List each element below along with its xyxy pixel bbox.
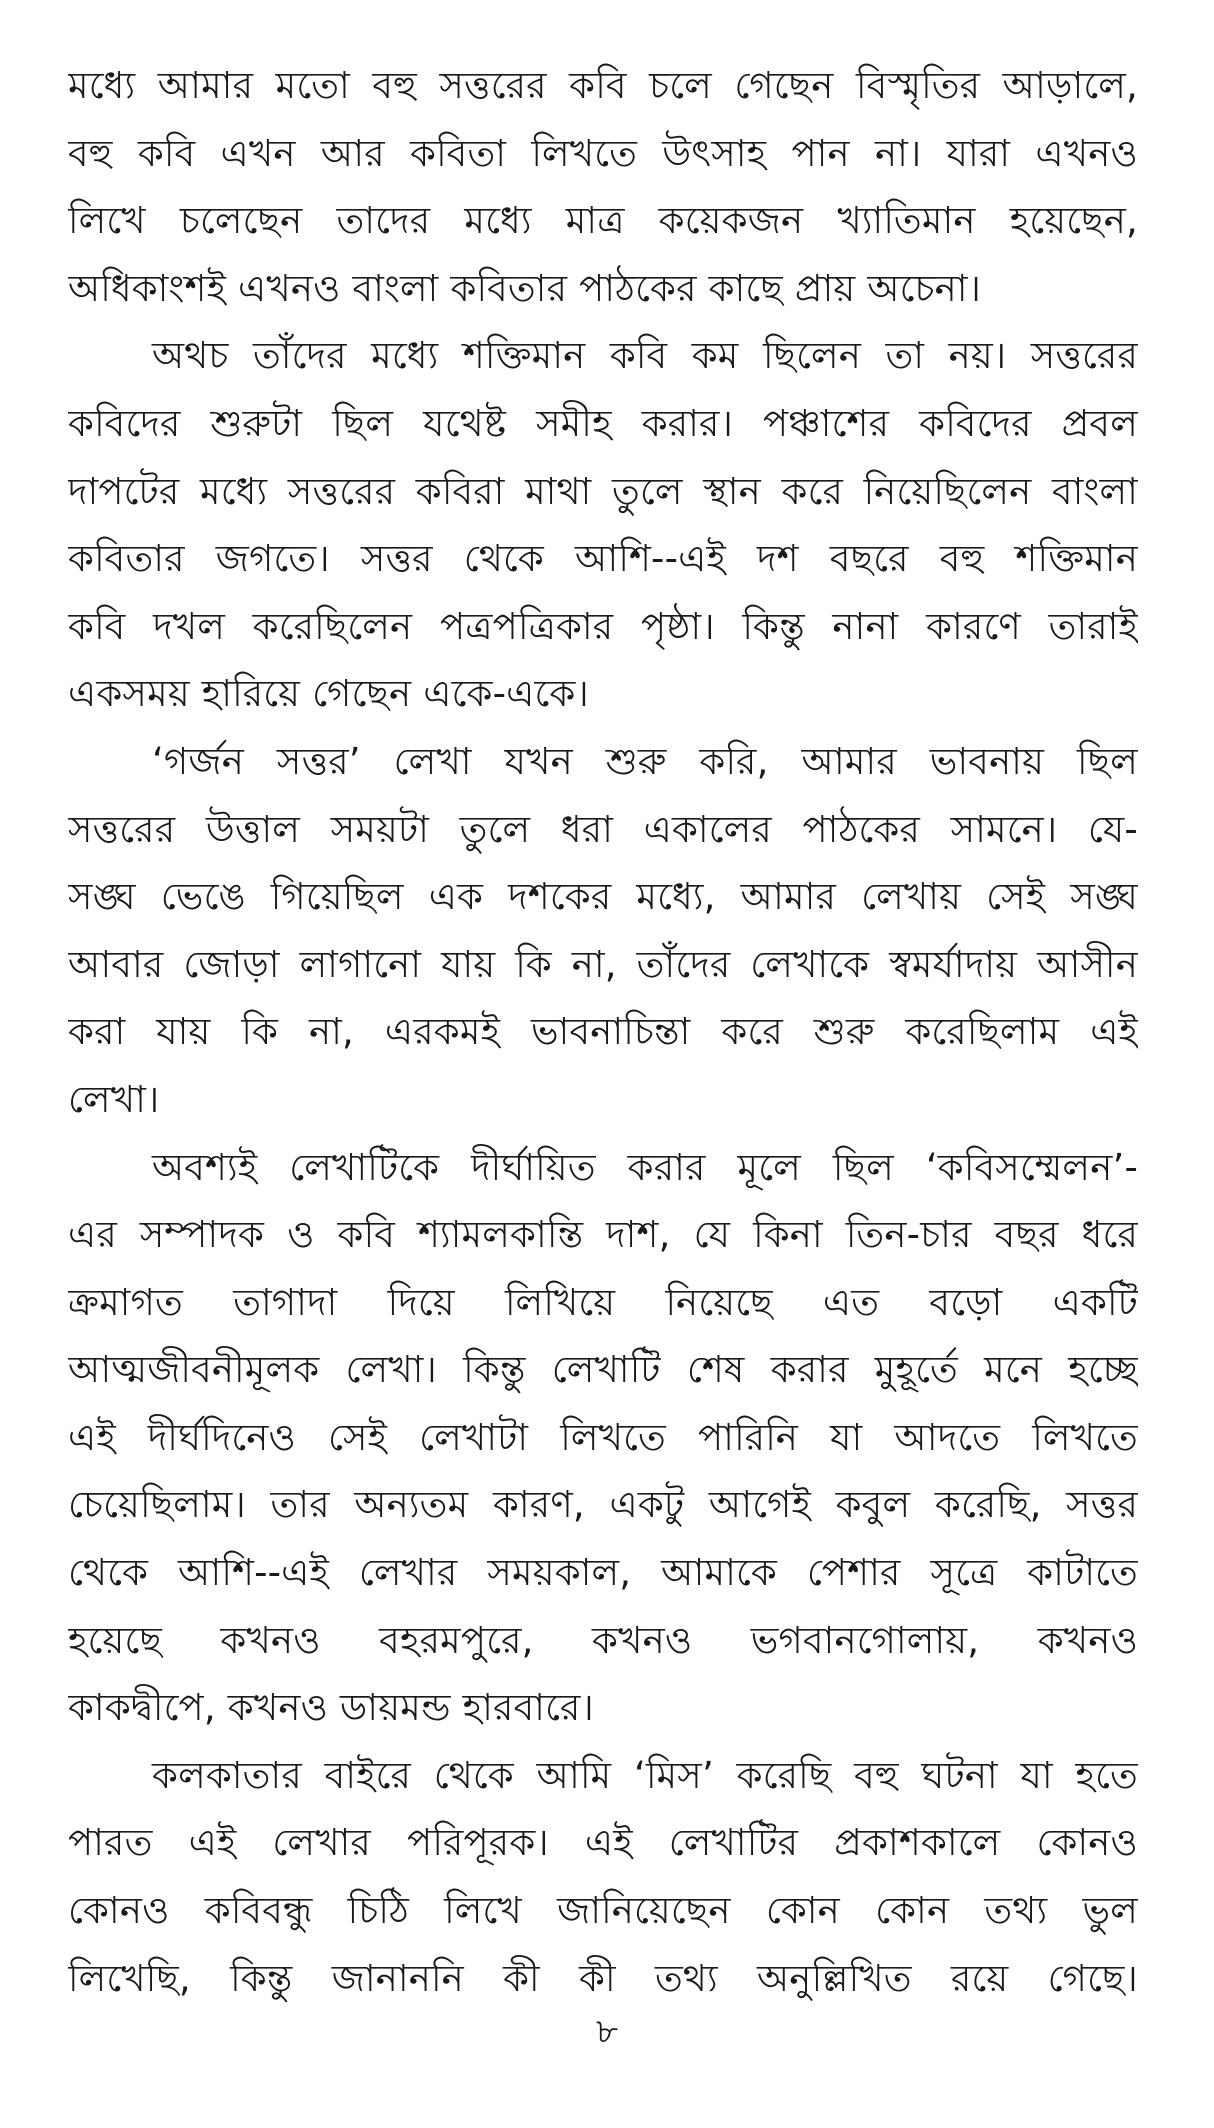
text-line: বহু কবি এখন আর কবিতা লিখতে উৎসাহ পান না। যারা এখনও bbox=[68, 131, 1138, 175]
text-line: চেয়েছিলাম। তার অন্যতম কারণ, একটু আগেই কবুল করেছি, সত্তর bbox=[68, 1483, 1138, 1527]
text-line: দাপটের মধ্যে সত্তরের কবিরা মাথা তুলে স্থান করে নিয়েছিলেন বাংলা bbox=[68, 469, 1138, 513]
text-line: কাকদ্বীপে, কখনও ডায়মন্ড হারবারে। bbox=[68, 1686, 594, 1730]
text-line: থেকে আশি--এই লেখার সময়কাল, আমাকে পেশার সূত্রে কাটাতে bbox=[68, 1551, 1138, 1595]
text-line: ক্রমাগত তাগাদা দিয়ে লিখিয়ে নিয়েছে এত বড়ো একটি bbox=[68, 1280, 1138, 1324]
text-line: করা যায় কি না, এরকমই ভাবনাচিন্তা করে শুরু করেছিলাম এই bbox=[68, 1010, 1138, 1054]
text-line: লিখে চলেছেন তাদের মধ্যে মাত্র কয়েকজন খ্যাতিমান হয়েছেন, bbox=[68, 199, 1138, 243]
text-line: সত্তরের উত্তাল সময়টা তুলে ধরা একালের পাঠকের সামনে। যে- bbox=[68, 807, 1138, 851]
page-number: ৮ bbox=[595, 2012, 619, 2052]
text-line: এই দীর্ঘদিনেও সেই লেখাটা লিখতে পারিনি যা আদতে লিখতে bbox=[68, 1415, 1138, 1459]
text-line: আত্মজীবনীমূলক লেখা। কিন্তু লেখাটি শেষ করার মুহূর্তে মনে হচ্ছে bbox=[68, 1348, 1138, 1392]
text-line: মধ্যে আমার মতো বহু সত্তরের কবি চলে গেছেন বিস্মৃতির আড়ালে, bbox=[68, 64, 1138, 107]
text-line: আবার জোড়া লাগানো যায় কি না, তাঁদের লেখাকে স্বমর্যাদায় আসীন bbox=[68, 942, 1138, 986]
text-line: লিখেছি, কিন্তু জানাননি কী কী তথ্য অনুল্লিখিত রয়ে গেছে। bbox=[68, 1956, 1138, 2000]
text-line: সঙ্ঘ ভেঙে গিয়েছিল এক দশকের মধ্যে, আমার লেখায় সেই সঙ্ঘ bbox=[68, 875, 1138, 919]
text-line: কোনও কবিবন্ধু চিঠি লিখে জানিয়েছেন কোন কোন তথ্য ভুল bbox=[68, 1889, 1138, 1933]
text-line: ‘গর্জন সত্তর’ লেখা যখন শুরু করি, আমার ভাবনায় ছিল bbox=[152, 739, 1138, 783]
text-line: লেখা। bbox=[68, 1077, 160, 1121]
text-line: অথচ তাঁদের মধ্যে শক্তিমান কবি কম ছিলেন তা নয়। সত্তরের bbox=[152, 334, 1138, 378]
text-line: একসময় হারিয়ে গেছেন একে-একে। bbox=[68, 672, 589, 716]
text-line: পারত এই লেখার পরিপূরক। এই লেখাটির প্রকাশকালে কোনও bbox=[68, 1821, 1138, 1865]
body-text bbox=[68, 52, 1138, 2012]
text-line: কবি দখল করেছিলেন পত্রপত্রিকার পৃষ্ঠা। কিন্তু নানা কারণে তারাই bbox=[68, 604, 1138, 648]
text-line: কবিতার জগতে। সত্তর থেকে আশি--এই দশ বছরে বহু শক্তিমান bbox=[68, 537, 1138, 581]
text-line: অবশ্যই লেখাটিকে দীর্ঘায়িত করার মূলে ছিল ‘কবিসম্মেলন’- bbox=[152, 1145, 1138, 1189]
text-line: অধিকাংশই এখনও বাংলা কবিতার পাঠকের কাছে প্রায় অচেনা। bbox=[68, 266, 982, 310]
text-line: কবিদের শুরুটা ছিল যথেষ্ট সমীহ করার। পঞ্চাশের কবিদের প্রবল bbox=[68, 401, 1138, 445]
text-line: কলকাতার বাইরে থেকে আমি ‘মিস’ করেছি বহু ঘটনা যা হতে bbox=[152, 1753, 1138, 1797]
text-line: হয়েছে কখনও বহরমপুরে, কখনও ভগবানগোলায়, কখনও bbox=[68, 1618, 1138, 1662]
text-line: এর সম্পাদক ও কবি শ্যামলকান্তি দাশ, যে কিনা তিন-চার বছর ধরে bbox=[68, 1213, 1138, 1257]
